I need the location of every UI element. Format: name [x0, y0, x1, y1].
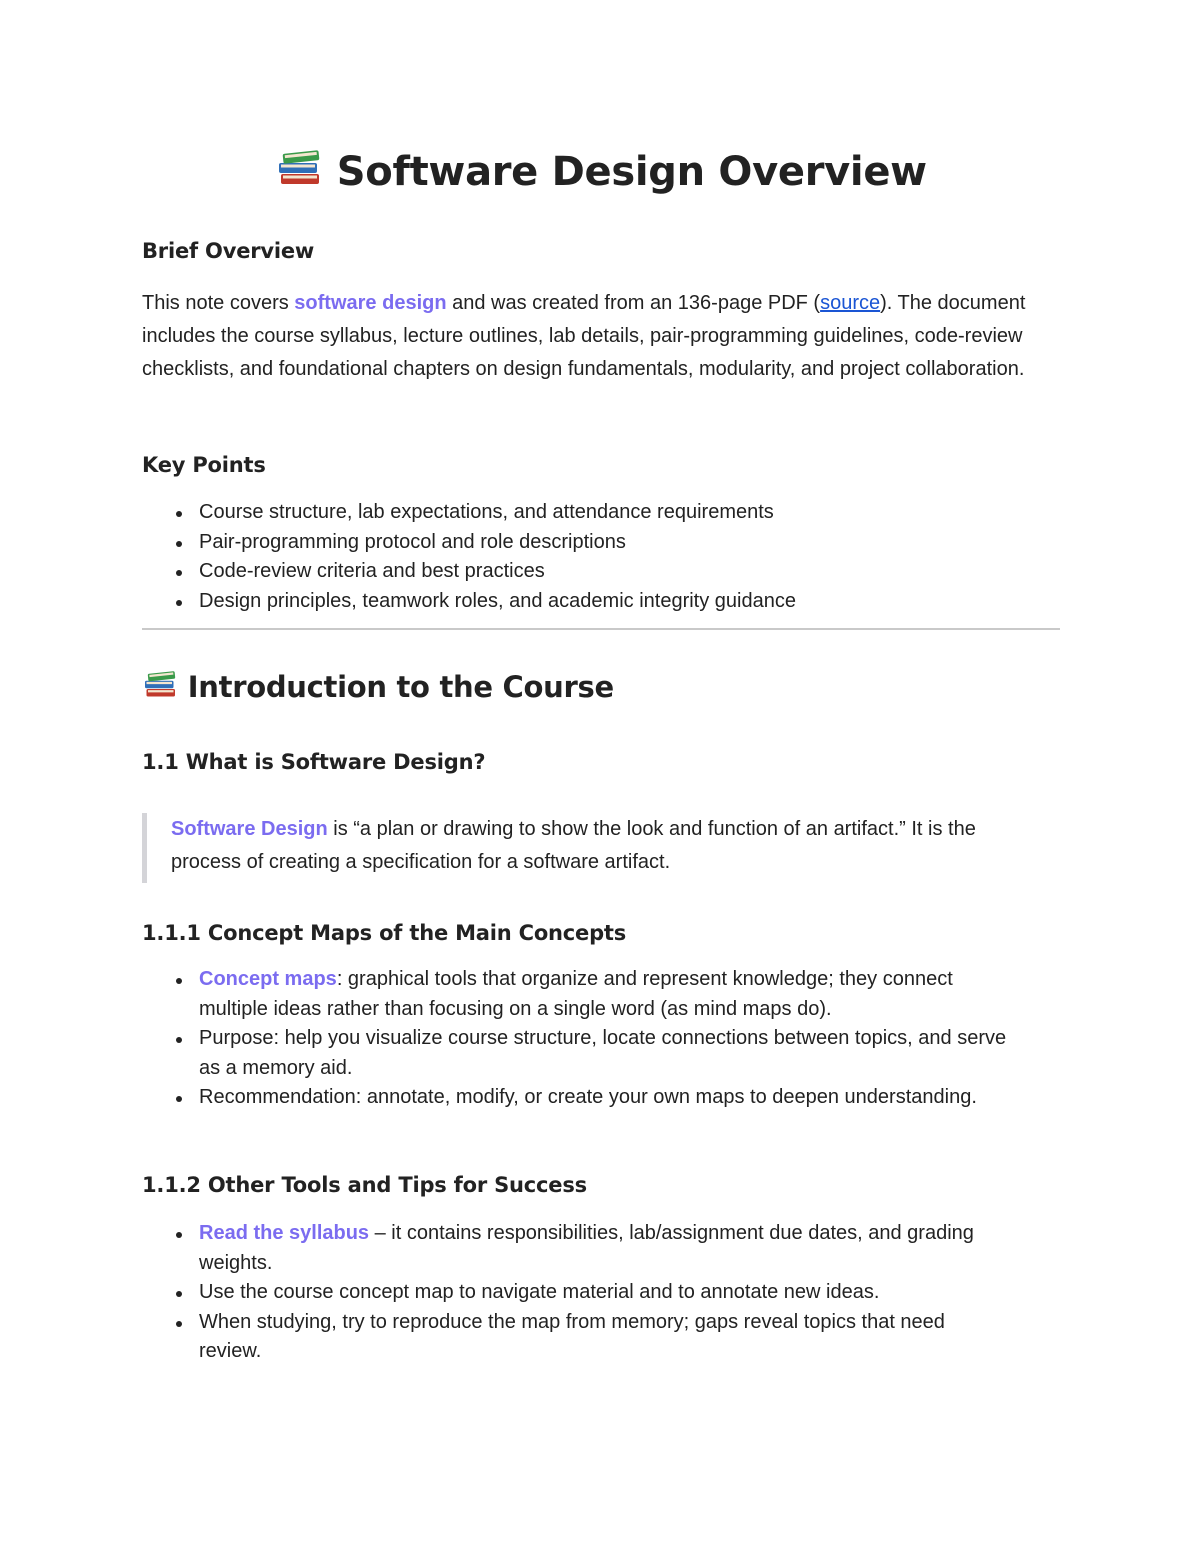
list-item — [142, 1278, 1012, 1308]
brief-text-start: This note covers — [142, 292, 295, 314]
concept-maps-term: Concept maps — [199, 968, 337, 990]
list-item-text: When studying, try to reproduce the map from memory; gaps reveal topics that need review. — [199, 1310, 945, 1362]
list-item — [142, 1308, 1012, 1367]
list-item — [142, 1219, 1012, 1278]
software-design-term: Software Design — [171, 818, 328, 840]
definition-text: is “a plan or drawing to show the look and function of an artifact.” It is the process of creating a specification for a software artifact. — [171, 818, 976, 873]
list-item — [142, 1083, 1012, 1113]
list-item — [142, 587, 1012, 617]
introduction-heading — [142, 665, 614, 712]
concept-maps-list — [142, 965, 1012, 1113]
introduction-heading-text: Introduction to the Course — [187, 670, 614, 704]
tips-list — [142, 1219, 1012, 1367]
bullet-icon — [176, 1232, 182, 1238]
list-item-text: – it contains responsibilities, lab/assignment due dates, and grading weights. — [199, 1222, 974, 1274]
list-item — [142, 498, 1012, 528]
brief-overview-paragraph — [142, 287, 1042, 386]
bullet-icon — [176, 511, 182, 517]
list-item — [142, 965, 1012, 1024]
key-point-text: Pair-programming protocol and role descriptions — [199, 530, 626, 553]
brief-overview-heading: Brief Overview — [142, 239, 315, 263]
books-icon — [142, 666, 178, 712]
bullet-icon — [176, 1291, 182, 1297]
section-1-1-heading: 1.1 What is Software Design? — [142, 750, 486, 774]
list-item-text: Purpose: help you visualize course structure, locate connections between topics, and serve as a memory aid. — [199, 1027, 1007, 1079]
document-title-text: Software Design Overview — [336, 149, 927, 195]
bullet-icon — [176, 600, 182, 606]
key-points-list — [142, 498, 1012, 616]
section-divider — [142, 628, 1060, 630]
key-point-text: Course structure, lab expectations, and attendance requirements — [199, 501, 774, 523]
source-link[interactable]: source — [820, 292, 881, 314]
list-item — [142, 528, 1012, 558]
key-points-heading: Key Points — [142, 453, 266, 477]
bullet-icon — [176, 1037, 182, 1043]
list-item — [142, 1024, 1012, 1083]
definition-blockquote — [142, 813, 1042, 883]
section-1-1-1-heading: 1.1.1 Concept Maps of the Main Concepts — [142, 921, 627, 945]
section-1-1-2-heading: 1.1.2 Other Tools and Tips for Success — [142, 1173, 587, 1197]
key-point-text: Code-review criteria and best practices — [199, 560, 545, 582]
brief-text-end: ). The document includes the course syllabus, lecture outlines, lab details, pair-programming guidelines, code-review checklists, and foundational chapters on design fundamentals, modularity, and project collaboration. — [142, 292, 1026, 380]
read-syllabus-term: Read the syllabus — [199, 1222, 370, 1244]
document-title — [142, 142, 1060, 205]
list-item-text: : graphical tools that organize and represent knowledge; they connect multiple ideas rather than focusing on a single word (as mind maps do). — [199, 968, 953, 1020]
software-design-highlight: software design — [294, 292, 447, 314]
brief-text-mid: and was created from an 136-page PDF ( — [446, 292, 821, 314]
list-item — [142, 557, 1012, 587]
bullet-icon — [176, 541, 182, 547]
bullet-icon — [176, 1096, 182, 1102]
bullet-icon — [176, 570, 182, 576]
list-item-text: Recommendation: annotate, modify, or create your own maps to deepen understanding. — [199, 1086, 977, 1108]
list-item-text: Use the course concept map to navigate material and to annotate new ideas. — [199, 1281, 880, 1303]
key-point-text: Design principles, teamwork roles, and academic integrity guidance — [199, 589, 796, 612]
bullet-icon — [176, 1321, 182, 1327]
books-icon — [275, 144, 323, 205]
bullet-icon — [176, 978, 182, 984]
